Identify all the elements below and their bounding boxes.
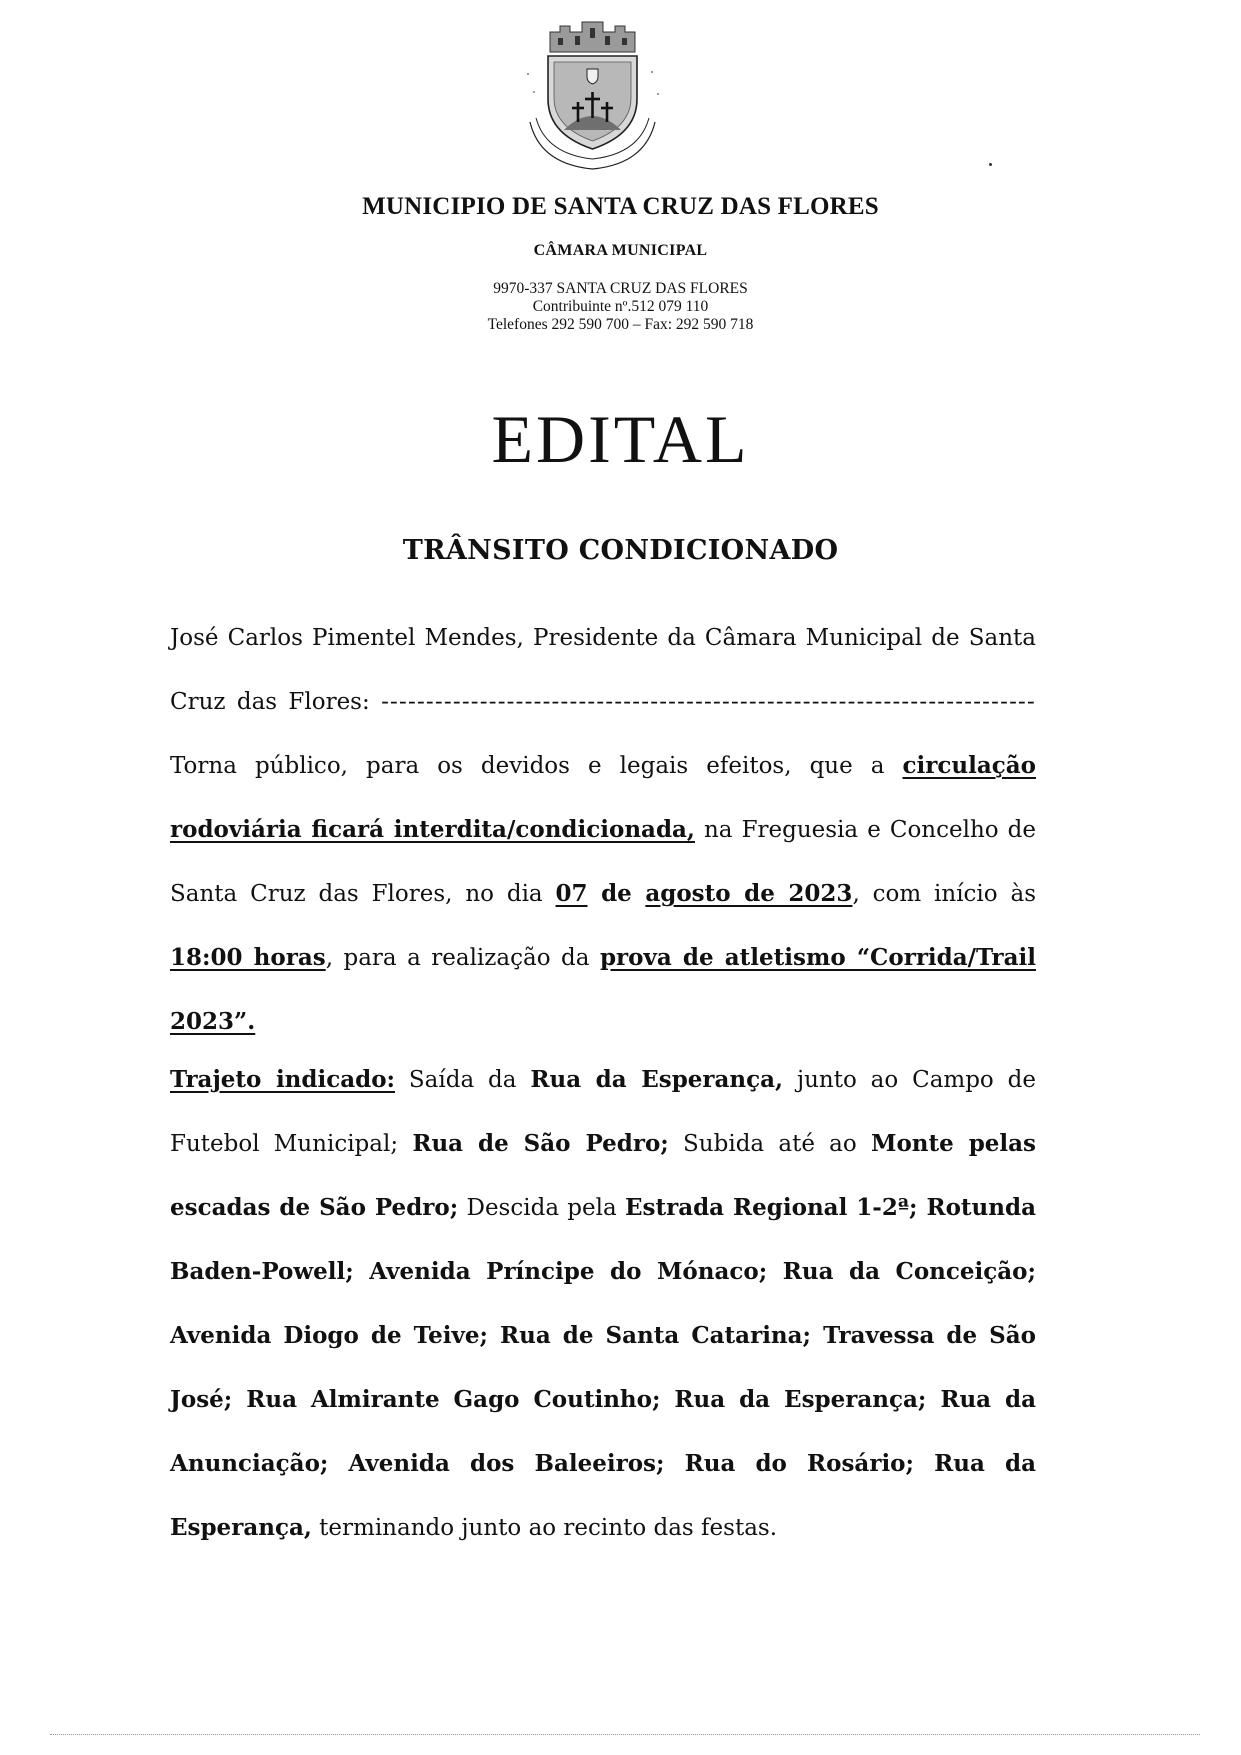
president-intro: José Carlos Pimentel Mendes, Presidente da Câmara Municipal de Santa Cruz das Flores: xyxy=(170,625,1036,715)
route-paragraph xyxy=(170,1048,1036,1560)
announcement-text: Torna público, para os devidos e legais efeitos, que a xyxy=(170,753,903,779)
route-street: Monte pelas escadas de São Pedro; xyxy=(170,1130,1037,1221)
postal-address: 9970-337 SANTA CRUZ DAS FLORES xyxy=(493,280,748,297)
route-street: Rua da Esperança, xyxy=(530,1066,784,1093)
traffic-restriction: circulação rodoviária ficará interdita/condicionada, xyxy=(170,752,1036,843)
municipality-name: MUNICIPIO DE SANTA CRUZ DAS FLORES xyxy=(362,193,879,220)
announcement-text: , para a realização da xyxy=(325,945,600,971)
route-text: Subida até ao xyxy=(668,1131,871,1157)
event-name: prova de atletismo “Corrida/Trail 2023”. xyxy=(170,944,1036,1035)
document-subject: TRÂNSITO CONDICIONADO xyxy=(402,535,839,566)
announcement-text: , com início às xyxy=(852,881,1037,907)
route-text: junto ao Campo de Futebol Municipal; xyxy=(170,1067,1036,1157)
announcement-paragraph xyxy=(170,606,1036,1054)
route-text: terminando junto ao recinto das festas. xyxy=(311,1515,778,1541)
dash-filler: ------------------------------------------------------------------------- xyxy=(381,689,1036,715)
coat-of-arms-icon xyxy=(520,14,665,179)
announcement-text: na Freguesia e Concelho de Santa Cruz das Flores, no dia xyxy=(170,817,1036,907)
route-street-list: Estrada Regional 1-2ª; Rotunda Baden-Powell; Avenida Príncipe do Mónaco; Rua da Conceição; Avenida Diogo de Teive; Rua de Santa Catarina; Travessa de São José; Rua Almirante Gago Coutinho; Rua da Esperança; Rua da Anunciação; Avenida dos Baleeiros; Rua do Rosário; Rua da Esperança, xyxy=(170,1194,1036,1541)
scan-edge-dots xyxy=(50,1734,1200,1735)
route-street: Rua de São Pedro; xyxy=(412,1130,669,1157)
camara-municipal-label: CÂMARA MUNICIPAL xyxy=(533,242,708,259)
route-label: Trajeto indicado: xyxy=(170,1066,396,1093)
route-text: Saída da xyxy=(395,1067,531,1093)
document-title: EDITAL xyxy=(491,401,750,477)
phone-fax: Telefones 292 590 700 – Fax: 292 590 718 xyxy=(487,316,754,333)
stray-mark xyxy=(989,163,992,166)
address-block xyxy=(0,280,1241,334)
route-text: Descida pela xyxy=(458,1195,625,1221)
event-month-year: agosto de 2023 xyxy=(645,880,853,907)
event-day: 07 xyxy=(555,880,588,907)
taxpayer-number: Contribuinte nº.512 079 110 xyxy=(532,298,709,315)
event-time: 18:00 horas xyxy=(170,944,326,971)
event-date-connector: de xyxy=(587,880,646,907)
